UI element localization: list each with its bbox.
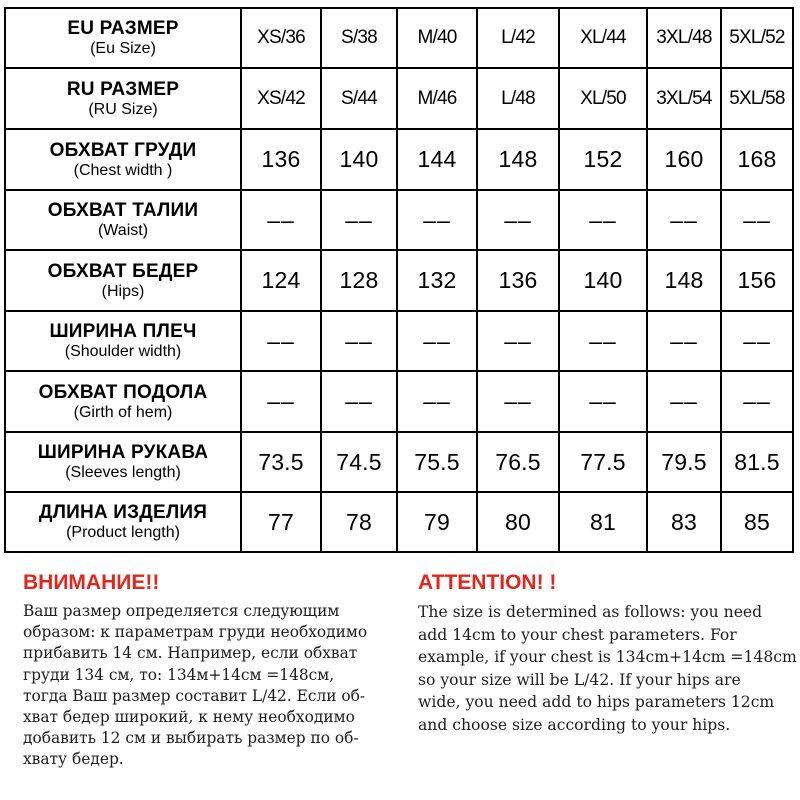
row-label-cell	[5, 311, 241, 371]
size-row	[5, 68, 793, 129]
size-value-cell: ––	[321, 311, 397, 371]
size-value-cell: 5XL/52	[721, 8, 793, 68]
size-value-cell: 128	[321, 250, 397, 311]
size-value-cell: 144	[397, 129, 477, 190]
size-value-cell: ––	[397, 190, 477, 250]
size-value-cell: 140	[559, 250, 647, 311]
size-value-cell: ––	[397, 371, 477, 432]
attention-title-ru: ВНИМАНИЕ!!	[23, 571, 160, 594]
size-value-cell: ––	[721, 190, 793, 250]
size-value-cell: 79.5	[647, 432, 721, 492]
size-value-cell: ––	[321, 190, 397, 250]
size-value-cell: 75.5	[397, 432, 477, 492]
row-label-cell	[5, 8, 241, 68]
note-line: добавить 12 см и выбирать размер по об-	[23, 729, 359, 748]
row-sublabel: (Chest width )	[73, 161, 173, 179]
size-value-cell: 140	[321, 129, 397, 190]
size-row	[5, 250, 793, 311]
note-line: so your size will be L/42. If your hips are	[418, 670, 741, 689]
size-value-cell: L/42	[477, 8, 559, 68]
size-value-cell: L/48	[477, 68, 559, 129]
size-value-cell: 148	[477, 129, 559, 190]
size-value-cell: 77	[241, 492, 321, 552]
attention-note-en	[418, 570, 800, 736]
row-sublabel: (Product length)	[66, 524, 180, 541]
size-chart-body	[5, 8, 793, 552]
row-label-cell	[5, 129, 241, 190]
size-value-cell: 156	[721, 250, 793, 311]
size-chart-table	[4, 7, 794, 553]
attention-note-ru	[23, 570, 408, 771]
size-value-cell: 81.5	[721, 432, 793, 492]
size-value-cell: ––	[559, 311, 647, 371]
note-line: The size is determined as follows: you need	[418, 603, 763, 621]
size-value-cell: ––	[477, 190, 559, 250]
row-sublabel: (RU Size)	[88, 100, 158, 118]
size-value-cell: S/44	[321, 68, 397, 129]
row-sublabel: (Waist)	[97, 222, 149, 239]
row-label-cell	[5, 250, 241, 311]
size-value-cell: 79	[397, 492, 477, 552]
note-line: example, if your chest is 134cm+14cm =148cm	[418, 648, 797, 666]
size-value-cell: ––	[721, 311, 793, 371]
size-value-cell: XL/44	[559, 8, 647, 68]
size-value-cell: ––	[241, 311, 321, 371]
size-value-cell: ––	[477, 371, 559, 432]
size-value-cell: ––	[241, 371, 321, 432]
size-value-cell: 152	[559, 129, 647, 190]
size-value-cell: S/38	[321, 8, 397, 68]
size-value-cell: 78	[321, 492, 397, 552]
size-row	[5, 432, 793, 492]
attention-text-ru	[23, 601, 408, 771]
size-value-cell: ––	[647, 311, 721, 371]
row-label: ШИРИНА РУКАВА	[37, 442, 209, 463]
size-row	[5, 492, 793, 552]
row-sublabel: (Shoulder width)	[64, 343, 182, 360]
row-sublabel: (Eu Size)	[90, 40, 156, 57]
size-row	[5, 311, 793, 371]
row-label: ОБХВАТ БЕДЕР	[47, 260, 199, 282]
row-label-cell	[5, 68, 241, 129]
note-line: Ваш размер определяется следующим	[23, 602, 340, 620]
size-value-cell: 81	[559, 492, 647, 552]
row-sublabel: (Sleeves length)	[65, 464, 181, 481]
size-value-cell: ––	[647, 190, 721, 250]
size-value-cell: 124	[241, 250, 321, 311]
row-sublabel: (Hips)	[101, 282, 145, 300]
row-sublabel: (Girth of hem)	[73, 403, 173, 421]
size-value-cell: 73.5	[241, 432, 321, 492]
row-label: ОБХВАТ ПОДОЛА	[38, 381, 208, 403]
size-value-cell: 80	[477, 492, 559, 552]
note-line: add 14cm to your chest parameters. For	[418, 625, 737, 644]
note-line: тогда Ваш размер составит L/42. Если об-	[23, 686, 366, 705]
row-label-cell	[5, 492, 241, 552]
size-value-cell: M/46	[397, 68, 477, 129]
row-label: ШИРИНА ПЛЕЧ	[49, 321, 197, 342]
size-value-cell: 132	[397, 250, 477, 311]
size-row	[5, 8, 793, 68]
size-value-cell: 85	[721, 492, 793, 552]
note-line: and choose size according to your hips.	[418, 715, 731, 734]
size-row	[5, 371, 793, 432]
row-label-cell	[5, 190, 241, 250]
size-value-cell: XS/36	[241, 8, 321, 68]
size-value-cell: ––	[559, 371, 647, 432]
note-line: образом: к параметрам груди необходимо	[23, 623, 368, 642]
size-value-cell: ––	[241, 190, 321, 250]
row-label-cell	[5, 371, 241, 432]
attention-text-en	[418, 601, 800, 736]
size-value-cell: 136	[477, 250, 559, 311]
note-line: wide, you need add to hips parameters 12cm	[418, 693, 775, 711]
size-value-cell: 148	[647, 250, 721, 311]
size-value-cell: 74.5	[321, 432, 397, 492]
size-value-cell: 136	[241, 129, 321, 190]
size-value-cell: ––	[647, 371, 721, 432]
size-value-cell: ––	[559, 190, 647, 250]
note-line: груди 134 см, то: 134м+14см =148см,	[23, 665, 335, 684]
note-line: прибавить 14 см. Например, если обхват	[23, 644, 358, 663]
size-value-cell: 3XL/48	[647, 8, 721, 68]
row-label: ОБХВАТ ГРУДИ	[49, 139, 197, 161]
size-value-cell: M/40	[397, 8, 477, 68]
size-value-cell: ––	[397, 311, 477, 371]
size-value-cell: XS/42	[241, 68, 321, 129]
row-label: ДЛИНА ИЗДЕЛИЯ	[38, 502, 208, 523]
size-row	[5, 190, 793, 250]
size-value-cell: 76.5	[477, 432, 559, 492]
size-value-cell: 3XL/54	[647, 68, 721, 129]
size-value-cell: ––	[721, 371, 793, 432]
row-label: EU РАЗМЕР	[67, 18, 179, 39]
size-value-cell: ––	[321, 371, 397, 432]
row-label: RU РАЗМЕР	[66, 78, 180, 100]
size-value-cell: 160	[647, 129, 721, 190]
size-value-cell: XL/50	[559, 68, 647, 129]
row-label-cell	[5, 432, 241, 492]
size-value-cell: 168	[721, 129, 793, 190]
size-value-cell: 5XL/58	[721, 68, 793, 129]
note-line: хват бедер широкий, к нему необходимо	[23, 708, 355, 727]
attention-title-en: ATTENTION! !	[418, 571, 557, 594]
note-line: хвату бедер.	[23, 750, 124, 769]
size-value-cell: 77.5	[559, 432, 647, 492]
size-value-cell: 83	[647, 492, 721, 552]
size-value-cell: ––	[477, 311, 559, 371]
row-label: ОБХВАТ ТАЛИИ	[47, 200, 199, 221]
size-row	[5, 129, 793, 190]
